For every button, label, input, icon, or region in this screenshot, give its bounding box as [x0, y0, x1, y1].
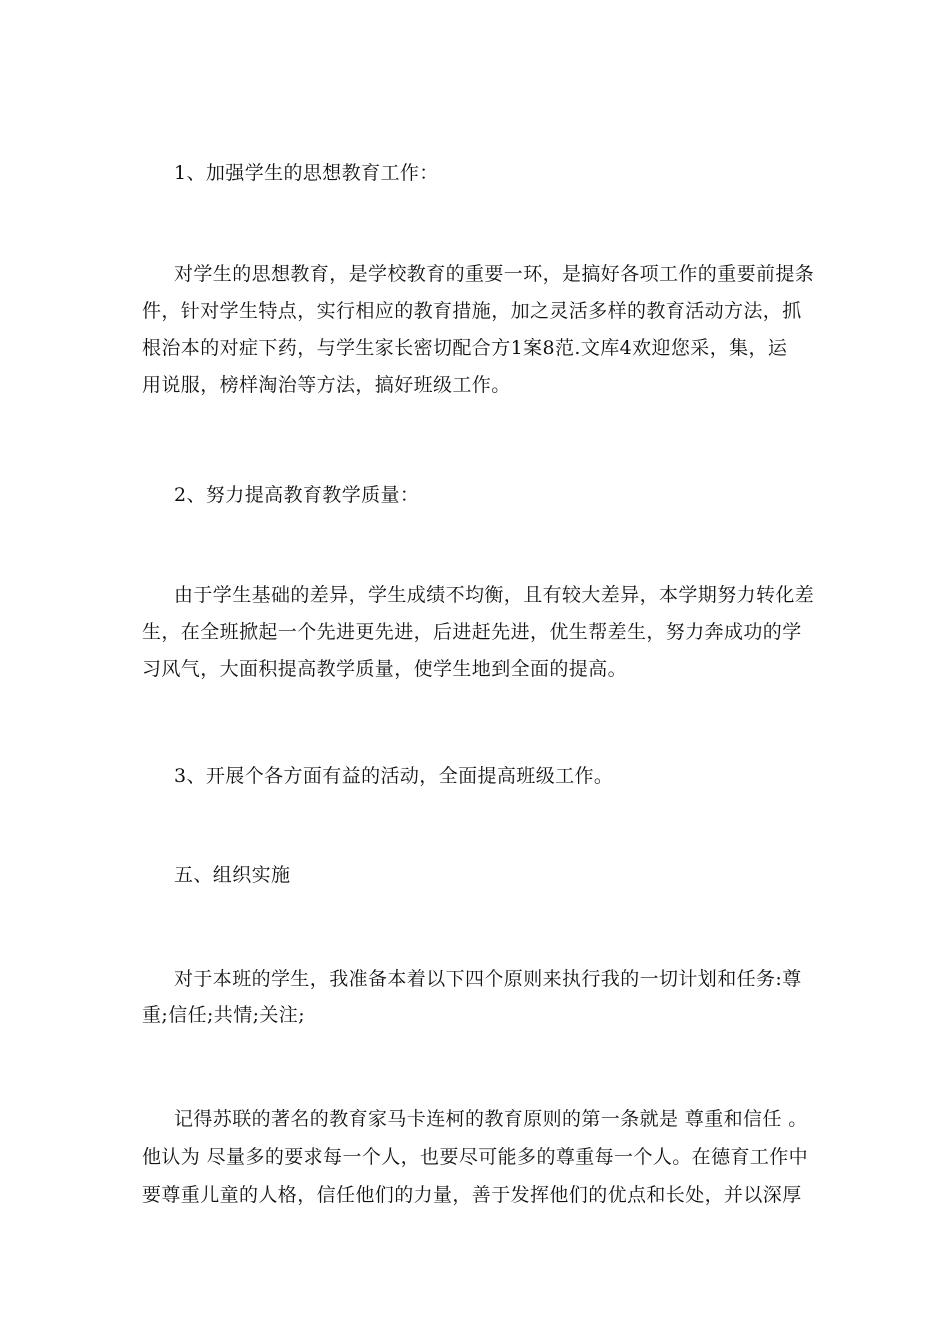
paragraph-3-line-2: 重;信任;共情;关注; [142, 1004, 306, 1026]
paragraph-4-line-2: 他认为 尽量多的要求每一个人，也要尽可能多的尊重每一个人。在德育工作中 [142, 1146, 809, 1168]
paragraph-4-line-3: 要尊重儿童的人格，信任他们的力量，善于发挥他们的优点和长处，并以深厚 [142, 1184, 802, 1206]
paragraph-2-line-3: 习风气，大面积提高教学质量，使学生地到全面的提高。 [142, 658, 628, 680]
heading-2: 2、努力提高教育教学质量： [174, 484, 420, 506]
section-title: 五、组织实施 [174, 864, 291, 886]
paragraph-2-line-2: 生，在全班掀起一个先进更先进，后进赶先进，优生帮差生，努力奔成功的学 [142, 621, 802, 643]
paragraph-1-line-3: 根治本的对症下药，与学生家长密切配合方1案8范.文库4欢迎您采，集，运 [142, 337, 788, 359]
paragraph-1-line-4: 用说服，榜样淘治等方法，搞好班级工作。 [142, 374, 511, 396]
paragraph-3-line-1: 对于本班的学生，我准备本着以下四个原则来执行我的一切计划和任务:尊 [174, 968, 802, 990]
heading-1: 1、加强学生的思想教育工作： [174, 162, 439, 184]
paragraph-2-line-1: 由于学生基础的差异，学生成绩不均衡，且有较大差异，本学期努力转化差 [174, 584, 815, 606]
paragraph-1-line-2: 件，针对学生特点，实行相应的教育措施，加之灵活多样的教育活动方法，抓 [142, 300, 802, 322]
paragraph-4-line-1: 记得苏联的著名的教育家马卡连柯的教育原则的第一条就是 尊重和信任 。 [174, 1108, 808, 1130]
heading-3: 3、开展个各方面有益的活动，全面提高班级工作。 [174, 765, 614, 787]
paragraph-1-line-1: 对学生的思想教育，是学校教育的重要一环，是搞好各项工作的重要前提条 [174, 263, 815, 285]
